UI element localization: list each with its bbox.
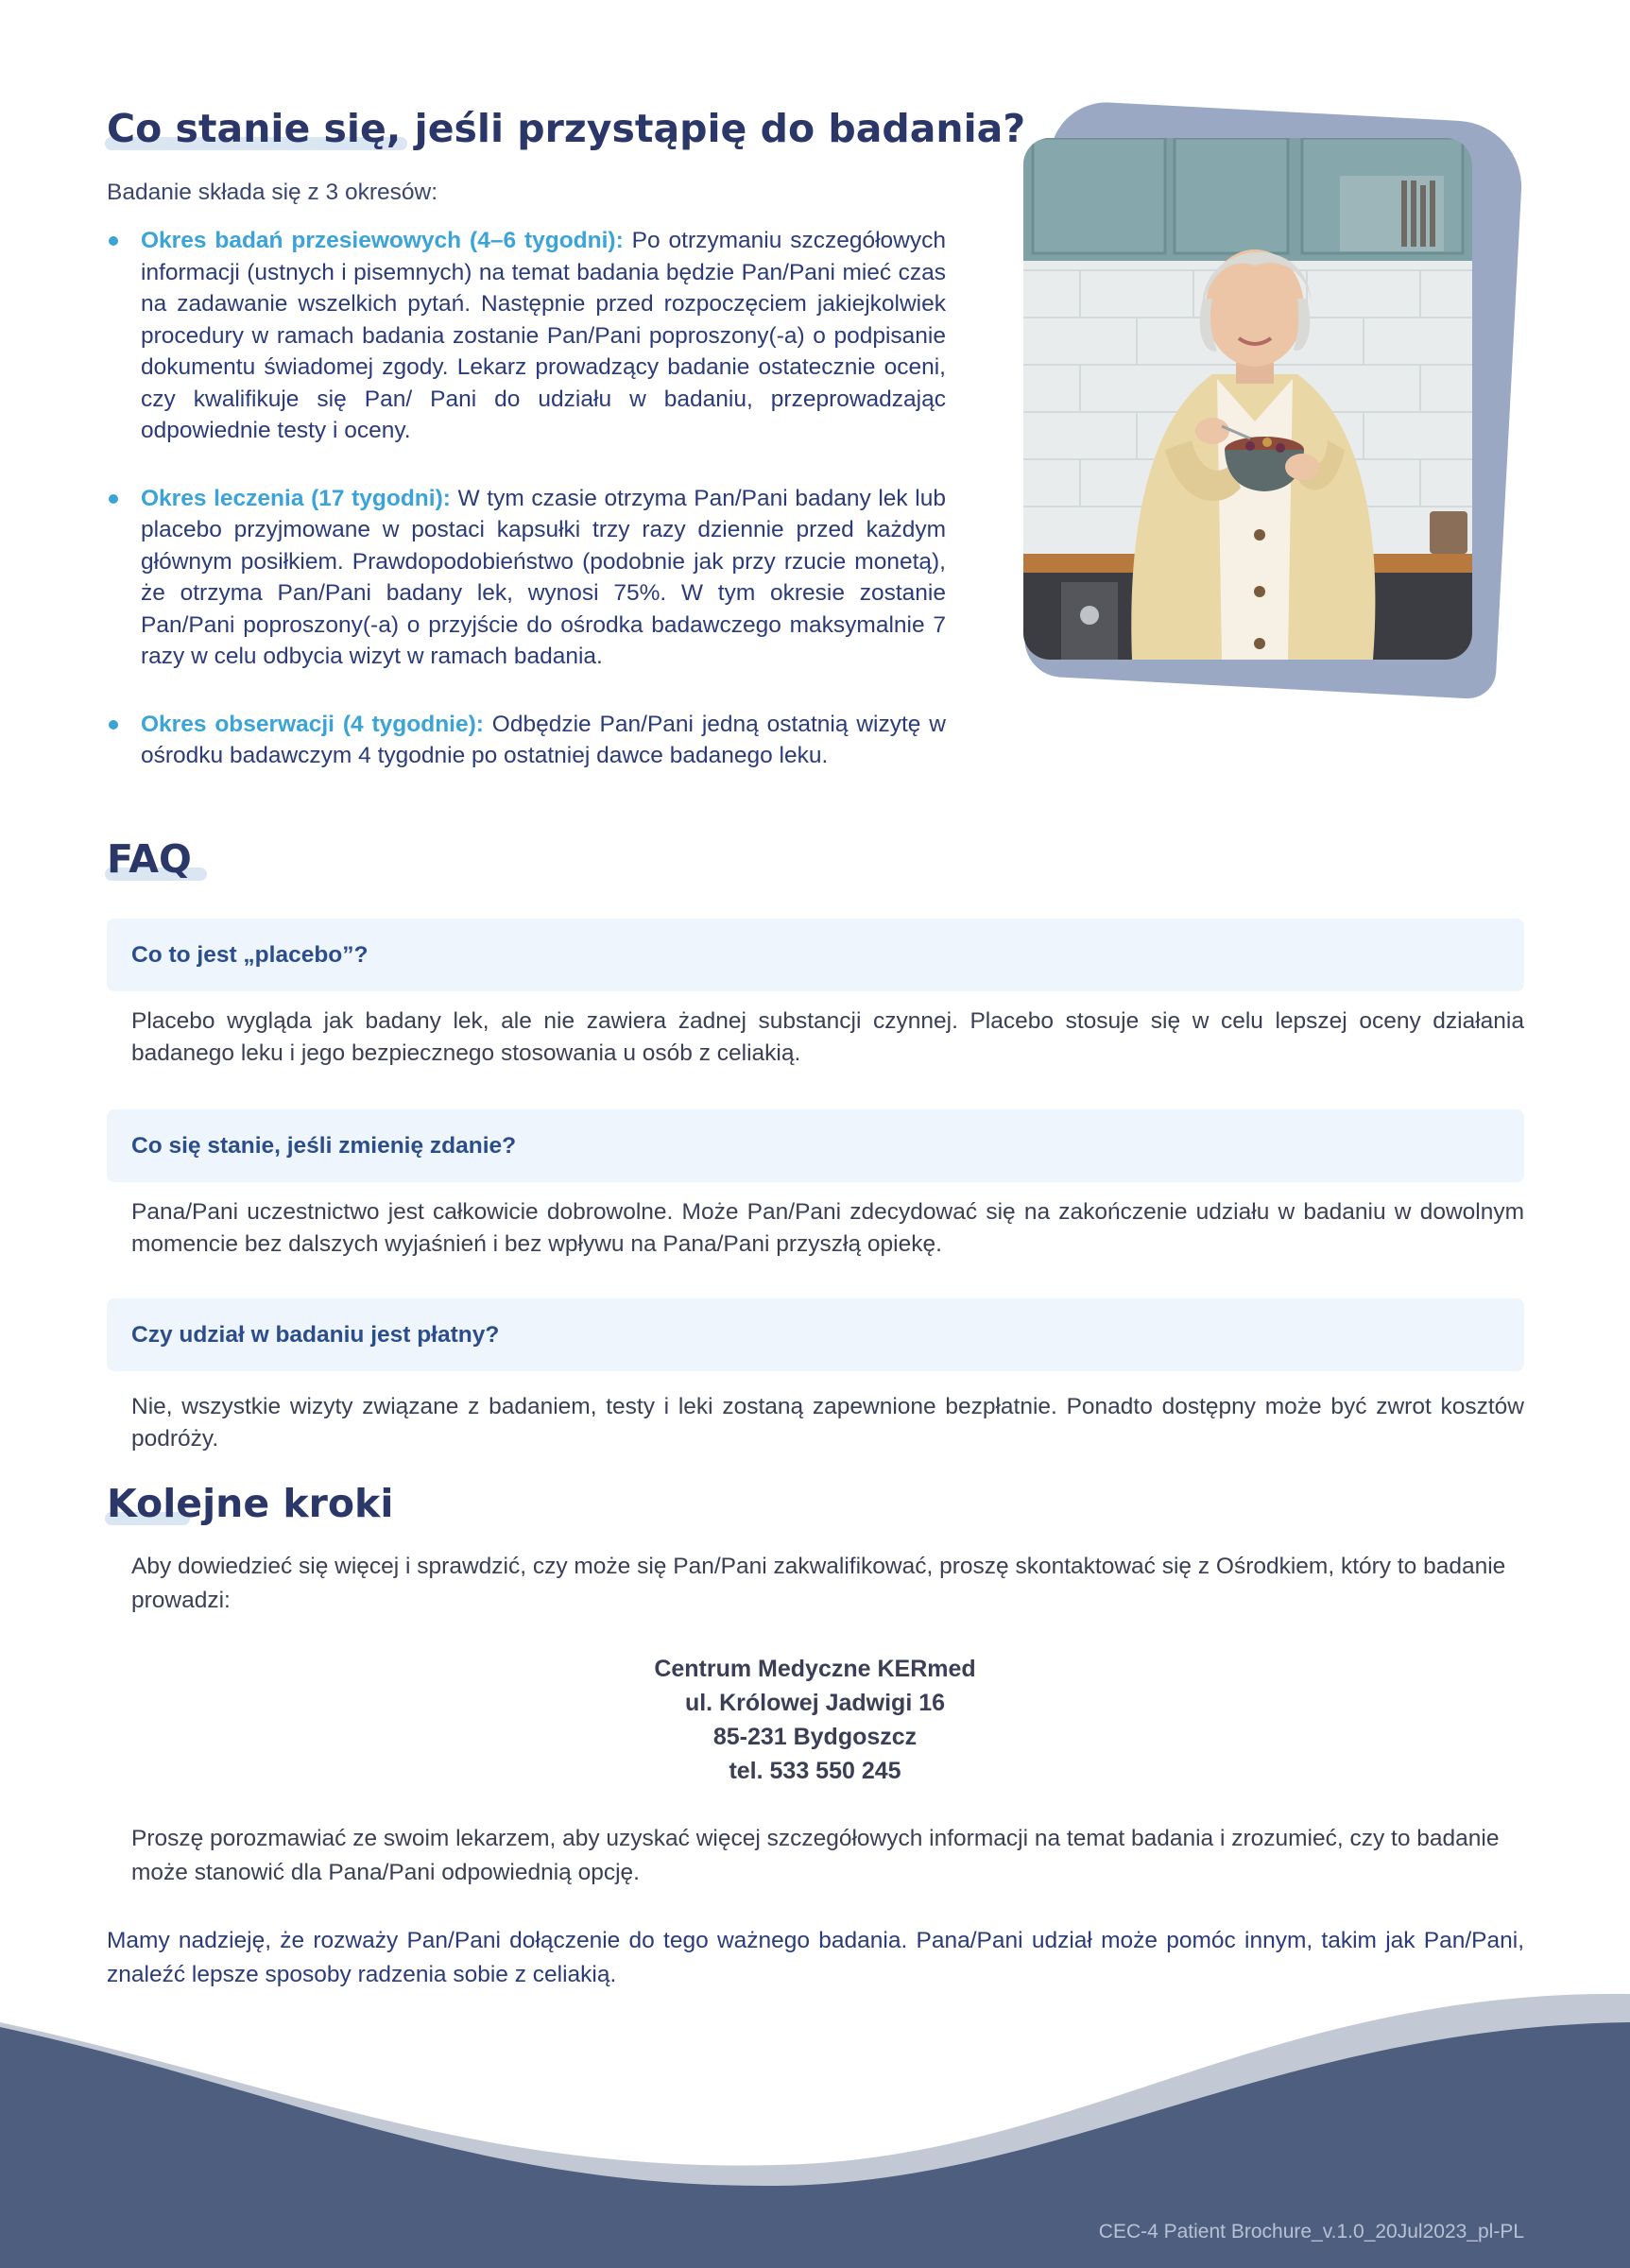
faq-answer-paid: Nie, wszystkie wizyty związane z badaniem, testy i leki zostaną zapewnione bezpłatnie. Ponadto dostępny może być zwrot kosztów podróży. [131, 1394, 1524, 1452]
list-item-observation-period [107, 709, 946, 772]
period-text: Odbędzie Pan/Pani jedną ostatnią wizytę w ośrodku badawczym 4 tygodnie po ostatniej dawce badanego leku. [141, 711, 946, 768]
faq-answer-placebo: Placebo wygląda jak badany lek, ale nie zawiera żadnej substancji czynnej. Placebo stosuje się w celu lepszej oceny działania badanego leku i jego bezpiecznego stosowania u osób z celiakią. [131, 1008, 1524, 1066]
bullet-icon [109, 720, 118, 730]
periods-list [107, 225, 946, 808]
faq-title: FAQ [107, 836, 192, 883]
list-item-treatment-period [107, 483, 946, 673]
section-title-participation: Co stanie się, jeśli przystąpię do badania? [107, 106, 1026, 151]
faq-question-placebo: Co to jest „placebo”? [107, 919, 1524, 991]
site-street: ul. Królowej Jadwigi 16 [684, 1690, 946, 1716]
bullet-icon [109, 236, 118, 246]
site-phone: tel. 533 550 245 [729, 1758, 901, 1784]
doctor-note: Proszę porozmawiać ze swoim lekarzem, aby uzyskać więcej szczegółowych informacji na temat badania i zrozumieć, czy to badanie może stanowić dla Pana/Pani odpowiednią opcję. [131, 1826, 1500, 1885]
period-label: Okres obserwacji (4 tygodnie): [141, 711, 484, 737]
site-name: Centrum Medyczne KERmed [654, 1656, 976, 1682]
site-contact-block [0, 1652, 1630, 1788]
bullet-icon [109, 494, 118, 504]
period-text: Po otrzymaniu szczegółowych informacji (ustnych i pisemnych) na temat badania będzie Pan/Pani mieć czas na zadawanie wszelkich pytań. Następnie przed rozpoczęciem jakiejkolwiek procedury w ramach badania zostanie Pan/Pani poproszony(-a) o podpisanie dokumentu świadomej zgody. Lekarz prowadzący badanie ostatecznie oceni, czy kwalifikuje się Pan/ Pani do udziału w badaniu, przeprowadzając odpowiednie testy i oceny. [141, 228, 947, 443]
period-text: W tym czasie otrzyma Pan/Pani badany lek lub placebo przyjmowane w postaci kapsułki trzy razy dziennie przed każdym głównym posiłkiem. Prawdopodobieństwo (podobnie jak przy rzucie monetą), że otrzyma Pan/Pani badany lek, wynosi 75%. W tym okresie zostanie Pan/Pani poproszony(-a) o przyjście do ośrodka badawczego maksymalnie 7 razy w celu odbycia wizyt w ramach badania. [141, 485, 946, 669]
faq-answer-change-mind: Pana/Pani uczestnictwo jest całkowicie dobrowolne. Może Pan/Pani zdecydować się na zakończenie udziału w badaniu w dowolnym momencie bez dalszych wyjaśnień i bez wpływu na Pana/Pani przyszłą opiekę. [131, 1199, 1524, 1257]
document-id: CEC-4 Patient Brochure_v.1.0_20Jul2023_pl-PL [1098, 2221, 1524, 2242]
list-item-screening-period [107, 225, 946, 447]
periods-intro: Badanie składa się z 3 okresów: [107, 180, 438, 205]
faq-question-change-mind: Co się stanie, jeśli zmienię zdanie? [107, 1109, 1524, 1182]
period-label: Okres badań przesiewowych (4–6 tygodni): [141, 228, 624, 253]
next-steps-intro: Aby dowiedzieć się więcej i sprawdzić, czy może się Pan/Pani zakwalifikować, proszę skontaktować się z Ośrodkiem, który to badanie prowadzi: [131, 1554, 1506, 1613]
woman-eating-photo [1023, 138, 1472, 660]
site-city: 85-231 Bydgoszcz [712, 1724, 918, 1750]
period-label: Okres leczenia (17 tygodni): [141, 485, 451, 511]
next-steps-title: Kolejne kroki [107, 1481, 394, 1526]
faq-question-paid: Czy udział w badaniu jest płatny? [107, 1298, 1524, 1371]
closing-paragraph: Mamy nadzieję, że rozważy Pan/Pani dołączenie do tego ważnego badania. Pana/Pani udział może pomóc innym, takim jak Pan/Pani, znaleźć lepsze sposoby radzenia sobie z celiakią. [107, 1928, 1524, 1987]
